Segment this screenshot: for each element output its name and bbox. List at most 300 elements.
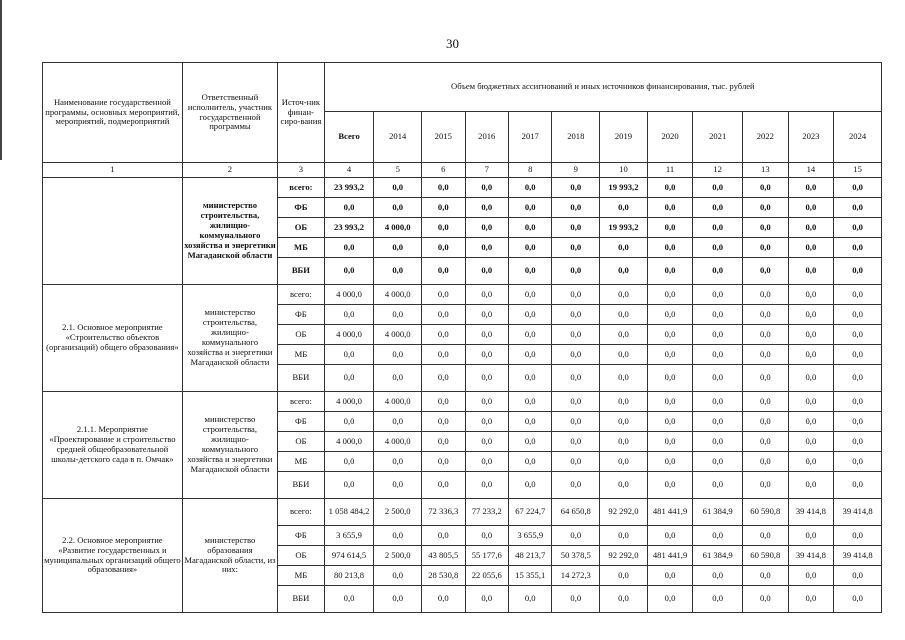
year-value-cell: 50 378,5 — [552, 546, 600, 566]
year-value-cell: 2 500,0 — [374, 546, 422, 566]
header-name: Наименование государственной программы, основных мероприятий, мероприятий, подмероприятий — [43, 63, 183, 163]
year-value-cell: 0,0 — [422, 258, 465, 285]
year-value-cell: 0,0 — [743, 472, 789, 499]
year-value-cell: 0,0 — [509, 178, 552, 198]
year-value-cell: 0,0 — [422, 392, 465, 412]
year-value-cell: 0,0 — [693, 472, 743, 499]
year-value-cell: 0,0 — [552, 198, 600, 218]
header-year: 2024 — [834, 112, 882, 163]
total-value-cell: 4 000,0 — [324, 432, 374, 452]
year-value-cell: 0,0 — [743, 285, 789, 305]
year-value-cell: 0,0 — [422, 526, 465, 546]
year-value-cell: 0,0 — [552, 432, 600, 452]
year-value-cell: 0,0 — [693, 345, 743, 365]
year-value-cell: 0,0 — [743, 198, 789, 218]
year-value-cell: 92 292,0 — [600, 546, 648, 566]
year-value-cell: 0,0 — [788, 392, 834, 412]
year-value-cell: 39 414,8 — [834, 546, 882, 566]
year-value-cell: 0,0 — [374, 586, 422, 613]
year-value-cell: 0,0 — [374, 566, 422, 586]
year-value-cell: 0,0 — [693, 365, 743, 392]
year-value-cell: 0,0 — [600, 392, 648, 412]
year-value-cell: 0,0 — [834, 258, 882, 285]
year-value-cell: 39 414,8 — [788, 546, 834, 566]
funding-source-cell: МБ — [278, 566, 325, 586]
header-year: 2019 — [600, 112, 648, 163]
year-value-cell: 0,0 — [509, 432, 552, 452]
funding-source-cell: ФБ — [278, 526, 325, 546]
year-value-cell: 0,0 — [647, 258, 693, 285]
year-value-cell: 19 993,2 — [600, 178, 648, 198]
year-value-cell: 0,0 — [422, 238, 465, 258]
year-value-cell: 0,0 — [647, 412, 693, 432]
year-value-cell: 0,0 — [788, 452, 834, 472]
program-name-cell: 2.1. Основное мероприятие «Строительство объектов (организаций) общего образования» — [43, 285, 183, 392]
year-value-cell: 0,0 — [788, 198, 834, 218]
year-value-cell: 0,0 — [465, 452, 508, 472]
year-value-cell: 0,0 — [743, 178, 789, 198]
year-value-cell: 0,0 — [693, 305, 743, 325]
year-value-cell: 0,0 — [552, 258, 600, 285]
year-value-cell: 0,0 — [552, 178, 600, 198]
year-value-cell: 0,0 — [422, 412, 465, 432]
year-value-cell: 0,0 — [552, 325, 600, 345]
year-value-cell: 0,0 — [422, 586, 465, 613]
year-value-cell: 0,0 — [743, 566, 789, 586]
funding-source-cell: всего: — [278, 285, 325, 305]
year-value-cell: 0,0 — [552, 345, 600, 365]
header-volume: Объем бюджетных ассигнований и иных источников финансирования, тыс. рублей — [324, 63, 881, 112]
year-value-cell: 39 414,8 — [788, 499, 834, 526]
year-value-cell: 0,0 — [374, 178, 422, 198]
year-value-cell: 0,0 — [788, 472, 834, 499]
funding-source-cell: всего: — [278, 392, 325, 412]
year-value-cell: 0,0 — [788, 412, 834, 432]
year-value-cell: 0,0 — [647, 285, 693, 305]
year-value-cell: 0,0 — [788, 305, 834, 325]
year-value-cell: 0,0 — [693, 325, 743, 345]
year-value-cell: 0,0 — [422, 198, 465, 218]
total-value-cell: 0,0 — [324, 412, 374, 432]
total-value-cell: 23 993,2 — [324, 178, 374, 198]
year-value-cell: 92 292,0 — [600, 499, 648, 526]
funding-source-cell: МБ — [278, 238, 325, 258]
year-value-cell: 0,0 — [743, 258, 789, 285]
total-value-cell: 4 000,0 — [324, 285, 374, 305]
year-value-cell: 0,0 — [647, 325, 693, 345]
total-value-cell: 4 000,0 — [324, 392, 374, 412]
year-value-cell: 0,0 — [834, 178, 882, 198]
year-value-cell: 0,0 — [509, 198, 552, 218]
year-value-cell: 39 414,8 — [834, 499, 882, 526]
funding-source-cell: ОБ — [278, 218, 325, 238]
year-value-cell: 0,0 — [374, 412, 422, 432]
year-value-cell: 0,0 — [465, 365, 508, 392]
header-executor: Ответственный исполнитель, участник государственной программы — [182, 63, 277, 163]
header-year: 2022 — [743, 112, 789, 163]
year-value-cell: 0,0 — [693, 412, 743, 432]
year-value-cell: 0,0 — [647, 238, 693, 258]
scan-edge-line — [0, 0, 2, 160]
column-number: 3 — [278, 163, 325, 178]
year-value-cell: 2 500,0 — [374, 499, 422, 526]
year-value-cell: 0,0 — [647, 392, 693, 412]
year-value-cell: 0,0 — [834, 305, 882, 325]
funding-source-cell: ВБИ — [278, 586, 325, 613]
year-value-cell: 0,0 — [465, 238, 508, 258]
funding-source-cell: ОБ — [278, 325, 325, 345]
column-number: 10 — [600, 163, 648, 178]
year-value-cell: 0,0 — [422, 432, 465, 452]
year-value-cell: 0,0 — [374, 198, 422, 218]
year-value-cell: 0,0 — [647, 472, 693, 499]
year-value-cell: 0,0 — [788, 285, 834, 305]
column-number: 2 — [182, 163, 277, 178]
program-name-cell: 2.1.1. Мероприятие «Проектирование и строительство средней общеобразовательной школы-детского сада в п. Омчак» — [43, 392, 183, 499]
total-value-cell: 1 058 484,2 — [324, 499, 374, 526]
column-number: 15 — [834, 163, 882, 178]
year-value-cell: 0,0 — [552, 586, 600, 613]
program-name-cell: 2.2. Основное мероприятие «Развитие государственных и муниципальных организаций общего образования» — [43, 499, 183, 613]
year-value-cell: 0,0 — [647, 305, 693, 325]
year-value-cell: 0,0 — [743, 452, 789, 472]
funding-source-cell: ВБИ — [278, 472, 325, 499]
year-value-cell: 0,0 — [743, 392, 789, 412]
year-value-cell: 0,0 — [552, 412, 600, 432]
year-value-cell: 0,0 — [834, 365, 882, 392]
year-value-cell: 0,0 — [743, 325, 789, 345]
total-value-cell: 0,0 — [324, 345, 374, 365]
column-number: 11 — [647, 163, 693, 178]
year-value-cell: 0,0 — [834, 566, 882, 586]
year-value-cell: 0,0 — [422, 325, 465, 345]
year-value-cell: 0,0 — [834, 526, 882, 546]
year-value-cell: 0,0 — [465, 178, 508, 198]
total-value-cell: 3 655,9 — [324, 526, 374, 546]
year-value-cell: 0,0 — [743, 365, 789, 392]
header-source: Источ-ник финан-сиро-вания — [278, 63, 325, 163]
year-value-cell: 0,0 — [693, 218, 743, 238]
year-value-cell: 48 213,7 — [509, 546, 552, 566]
year-value-cell: 0,0 — [465, 392, 508, 412]
header-year: 2020 — [647, 112, 693, 163]
year-value-cell: 0,0 — [743, 432, 789, 452]
year-value-cell: 0,0 — [788, 526, 834, 546]
year-value-cell: 0,0 — [788, 345, 834, 365]
year-value-cell: 60 590,8 — [743, 546, 789, 566]
year-value-cell: 0,0 — [600, 452, 648, 472]
year-value-cell: 4 000,0 — [374, 325, 422, 345]
year-value-cell: 0,0 — [600, 258, 648, 285]
column-number: 8 — [509, 163, 552, 178]
year-value-cell: 0,0 — [600, 238, 648, 258]
year-value-cell: 0,0 — [509, 472, 552, 499]
year-value-cell: 72 336,3 — [422, 499, 465, 526]
year-value-cell: 0,0 — [552, 392, 600, 412]
column-number: 13 — [743, 163, 789, 178]
year-value-cell: 0,0 — [509, 218, 552, 238]
total-value-cell: 974 614,5 — [324, 546, 374, 566]
year-value-cell: 0,0 — [788, 218, 834, 238]
year-value-cell: 60 590,8 — [743, 499, 789, 526]
year-value-cell: 0,0 — [552, 285, 600, 305]
year-value-cell: 0,0 — [600, 526, 648, 546]
year-value-cell: 0,0 — [465, 258, 508, 285]
executor-cell: министерство строительства, жилищно-коммунального хозяйства и энергетики Магаданской области — [182, 178, 277, 285]
year-value-cell: 4 000,0 — [374, 285, 422, 305]
year-value-cell: 0,0 — [788, 365, 834, 392]
year-value-cell: 0,0 — [834, 452, 882, 472]
year-value-cell: 0,0 — [788, 586, 834, 613]
year-value-cell: 0,0 — [693, 392, 743, 412]
funding-source-cell: всего: — [278, 178, 325, 198]
year-value-cell: 0,0 — [788, 432, 834, 452]
header-year: 2014 — [374, 112, 422, 163]
year-value-cell: 67 224,7 — [509, 499, 552, 526]
year-value-cell: 0,0 — [465, 218, 508, 238]
header-year: 2017 — [509, 112, 552, 163]
year-value-cell: 0,0 — [834, 392, 882, 412]
executor-cell: министерство строительства, жилищно-коммунального хозяйства и энергетики Магаданской области — [182, 392, 277, 499]
year-value-cell: 0,0 — [693, 178, 743, 198]
year-value-cell: 61 384,9 — [693, 499, 743, 526]
year-value-cell: 0,0 — [465, 526, 508, 546]
year-value-cell: 0,0 — [509, 452, 552, 472]
year-value-cell: 0,0 — [693, 285, 743, 305]
year-value-cell: 0,0 — [647, 566, 693, 586]
year-value-cell: 22 055,6 — [465, 566, 508, 586]
year-value-cell: 0,0 — [600, 432, 648, 452]
funding-source-cell: всего: — [278, 499, 325, 526]
year-value-cell: 0,0 — [374, 305, 422, 325]
column-number: 14 — [788, 163, 834, 178]
year-value-cell: 0,0 — [600, 198, 648, 218]
year-value-cell: 0,0 — [647, 526, 693, 546]
funding-source-cell: ВБИ — [278, 258, 325, 285]
year-value-cell: 0,0 — [743, 526, 789, 546]
year-value-cell: 0,0 — [647, 452, 693, 472]
year-value-cell: 0,0 — [600, 586, 648, 613]
year-value-cell: 0,0 — [743, 218, 789, 238]
year-value-cell: 0,0 — [743, 238, 789, 258]
year-value-cell: 0,0 — [465, 198, 508, 218]
year-value-cell: 19 993,2 — [600, 218, 648, 238]
year-value-cell: 0,0 — [552, 305, 600, 325]
year-value-cell: 0,0 — [743, 586, 789, 613]
year-value-cell: 0,0 — [834, 285, 882, 305]
year-value-cell: 0,0 — [374, 472, 422, 499]
year-value-cell: 0,0 — [834, 412, 882, 432]
year-value-cell: 43 805,5 — [422, 546, 465, 566]
executor-cell: министерство образования Магаданской области, из них: — [182, 499, 277, 613]
year-value-cell: 0,0 — [509, 238, 552, 258]
year-value-cell: 0,0 — [834, 472, 882, 499]
year-value-cell: 0,0 — [743, 412, 789, 432]
budget-table — [42, 62, 882, 613]
year-value-cell: 0,0 — [374, 345, 422, 365]
year-value-cell: 0,0 — [465, 412, 508, 432]
year-value-cell: 61 384,9 — [693, 546, 743, 566]
year-value-cell: 0,0 — [788, 178, 834, 198]
year-value-cell: 0,0 — [374, 452, 422, 472]
year-value-cell: 0,0 — [552, 526, 600, 546]
year-value-cell: 0,0 — [509, 305, 552, 325]
year-value-cell: 0,0 — [600, 285, 648, 305]
year-value-cell: 0,0 — [600, 365, 648, 392]
year-value-cell: 0,0 — [693, 566, 743, 586]
year-value-cell: 0,0 — [788, 238, 834, 258]
year-value-cell: 14 272,3 — [552, 566, 600, 586]
year-value-cell: 0,0 — [374, 526, 422, 546]
funding-source-cell: ФБ — [278, 198, 325, 218]
table-row — [43, 285, 882, 305]
year-value-cell: 0,0 — [465, 305, 508, 325]
year-value-cell: 0,0 — [743, 305, 789, 325]
year-value-cell: 0,0 — [693, 432, 743, 452]
executor-cell: министерство строительства, жилищно-коммунального хозяйства и энергетики Магаданской области — [182, 285, 277, 392]
year-value-cell: 0,0 — [600, 305, 648, 325]
table-row — [43, 178, 882, 198]
year-value-cell: 28 530,8 — [422, 566, 465, 586]
year-value-cell: 0,0 — [552, 238, 600, 258]
year-value-cell: 3 655,9 — [509, 526, 552, 546]
year-value-cell: 0,0 — [834, 432, 882, 452]
funding-source-cell: МБ — [278, 452, 325, 472]
header-year: 2015 — [422, 112, 465, 163]
year-value-cell: 0,0 — [834, 345, 882, 365]
table-row — [43, 499, 882, 526]
column-number: 7 — [465, 163, 508, 178]
header-year: 2018 — [552, 112, 600, 163]
year-value-cell: 0,0 — [552, 365, 600, 392]
total-value-cell: 0,0 — [324, 586, 374, 613]
year-value-cell: 4 000,0 — [374, 218, 422, 238]
year-value-cell: 0,0 — [693, 586, 743, 613]
column-number: 6 — [422, 163, 465, 178]
total-value-cell: 0,0 — [324, 258, 374, 285]
funding-source-cell: ФБ — [278, 412, 325, 432]
year-value-cell: 0,0 — [422, 365, 465, 392]
total-value-cell: 0,0 — [324, 238, 374, 258]
column-number: 1 — [43, 163, 183, 178]
year-value-cell: 0,0 — [552, 452, 600, 472]
total-value-cell: 0,0 — [324, 365, 374, 392]
year-value-cell: 0,0 — [647, 365, 693, 392]
year-value-cell: 0,0 — [509, 285, 552, 305]
column-number: 5 — [374, 163, 422, 178]
year-value-cell: 0,0 — [647, 178, 693, 198]
year-value-cell: 481 441,9 — [647, 499, 693, 526]
year-value-cell: 0,0 — [509, 345, 552, 365]
funding-source-cell: ФБ — [278, 305, 325, 325]
year-value-cell: 55 177,6 — [465, 546, 508, 566]
total-value-cell: 23 993,2 — [324, 218, 374, 238]
column-number: 9 — [552, 163, 600, 178]
table-row — [43, 392, 882, 412]
year-value-cell: 0,0 — [600, 345, 648, 365]
year-value-cell: 0,0 — [422, 345, 465, 365]
year-value-cell: 0,0 — [422, 218, 465, 238]
year-value-cell: 0,0 — [693, 238, 743, 258]
year-value-cell: 0,0 — [374, 258, 422, 285]
year-value-cell: 0,0 — [647, 218, 693, 238]
year-value-cell: 0,0 — [509, 586, 552, 613]
year-value-cell: 0,0 — [600, 412, 648, 432]
column-number: 4 — [324, 163, 374, 178]
year-value-cell: 0,0 — [422, 472, 465, 499]
header-year: 2023 — [788, 112, 834, 163]
year-value-cell: 0,0 — [374, 238, 422, 258]
year-value-cell: 0,0 — [374, 365, 422, 392]
year-value-cell: 0,0 — [422, 285, 465, 305]
total-value-cell: 80 213,8 — [324, 566, 374, 586]
page-number: 30 — [446, 36, 459, 51]
year-value-cell: 0,0 — [693, 452, 743, 472]
year-value-cell: 0,0 — [509, 412, 552, 432]
column-number: 12 — [693, 163, 743, 178]
year-value-cell: 77 233,2 — [465, 499, 508, 526]
year-value-cell: 0,0 — [465, 345, 508, 365]
year-value-cell: 0,0 — [834, 586, 882, 613]
year-value-cell: 0,0 — [509, 365, 552, 392]
funding-source-cell: ВБИ — [278, 365, 325, 392]
year-value-cell: 0,0 — [422, 452, 465, 472]
funding-source-cell: ОБ — [278, 546, 325, 566]
year-value-cell: 0,0 — [693, 526, 743, 546]
total-value-cell: 4 000,0 — [324, 325, 374, 345]
year-value-cell: 0,0 — [600, 325, 648, 345]
year-value-cell: 0,0 — [647, 345, 693, 365]
year-value-cell: 0,0 — [465, 586, 508, 613]
program-name-cell — [43, 178, 183, 285]
year-value-cell: 0,0 — [834, 198, 882, 218]
year-value-cell: 0,0 — [509, 325, 552, 345]
year-value-cell: 0,0 — [465, 432, 508, 452]
total-value-cell: 0,0 — [324, 198, 374, 218]
total-value-cell: 0,0 — [324, 472, 374, 499]
year-value-cell: 4 000,0 — [374, 392, 422, 412]
header-year: 2021 — [693, 112, 743, 163]
year-value-cell: 0,0 — [422, 178, 465, 198]
total-value-cell: 0,0 — [324, 452, 374, 472]
year-value-cell: 0,0 — [743, 345, 789, 365]
funding-source-cell: МБ — [278, 345, 325, 365]
year-value-cell: 0,0 — [422, 305, 465, 325]
year-value-cell: 0,0 — [647, 586, 693, 613]
year-value-cell: 0,0 — [552, 218, 600, 238]
year-value-cell: 0,0 — [788, 258, 834, 285]
year-value-cell: 64 650,8 — [552, 499, 600, 526]
year-value-cell: 0,0 — [509, 392, 552, 412]
funding-source-cell: ОБ — [278, 432, 325, 452]
year-value-cell: 0,0 — [600, 566, 648, 586]
year-value-cell: 0,0 — [465, 325, 508, 345]
year-value-cell: 0,0 — [509, 258, 552, 285]
year-value-cell: 15 355,1 — [509, 566, 552, 586]
year-value-cell: 0,0 — [693, 198, 743, 218]
total-value-cell: 0,0 — [324, 305, 374, 325]
year-value-cell: 4 000,0 — [374, 432, 422, 452]
year-value-cell: 0,0 — [834, 218, 882, 238]
year-value-cell: 0,0 — [693, 258, 743, 285]
year-value-cell: 0,0 — [834, 325, 882, 345]
year-value-cell: 0,0 — [465, 472, 508, 499]
year-value-cell: 0,0 — [552, 472, 600, 499]
year-value-cell: 0,0 — [647, 198, 693, 218]
year-value-cell: 481 441,9 — [647, 546, 693, 566]
year-value-cell: 0,0 — [600, 472, 648, 499]
year-value-cell: 0,0 — [788, 566, 834, 586]
